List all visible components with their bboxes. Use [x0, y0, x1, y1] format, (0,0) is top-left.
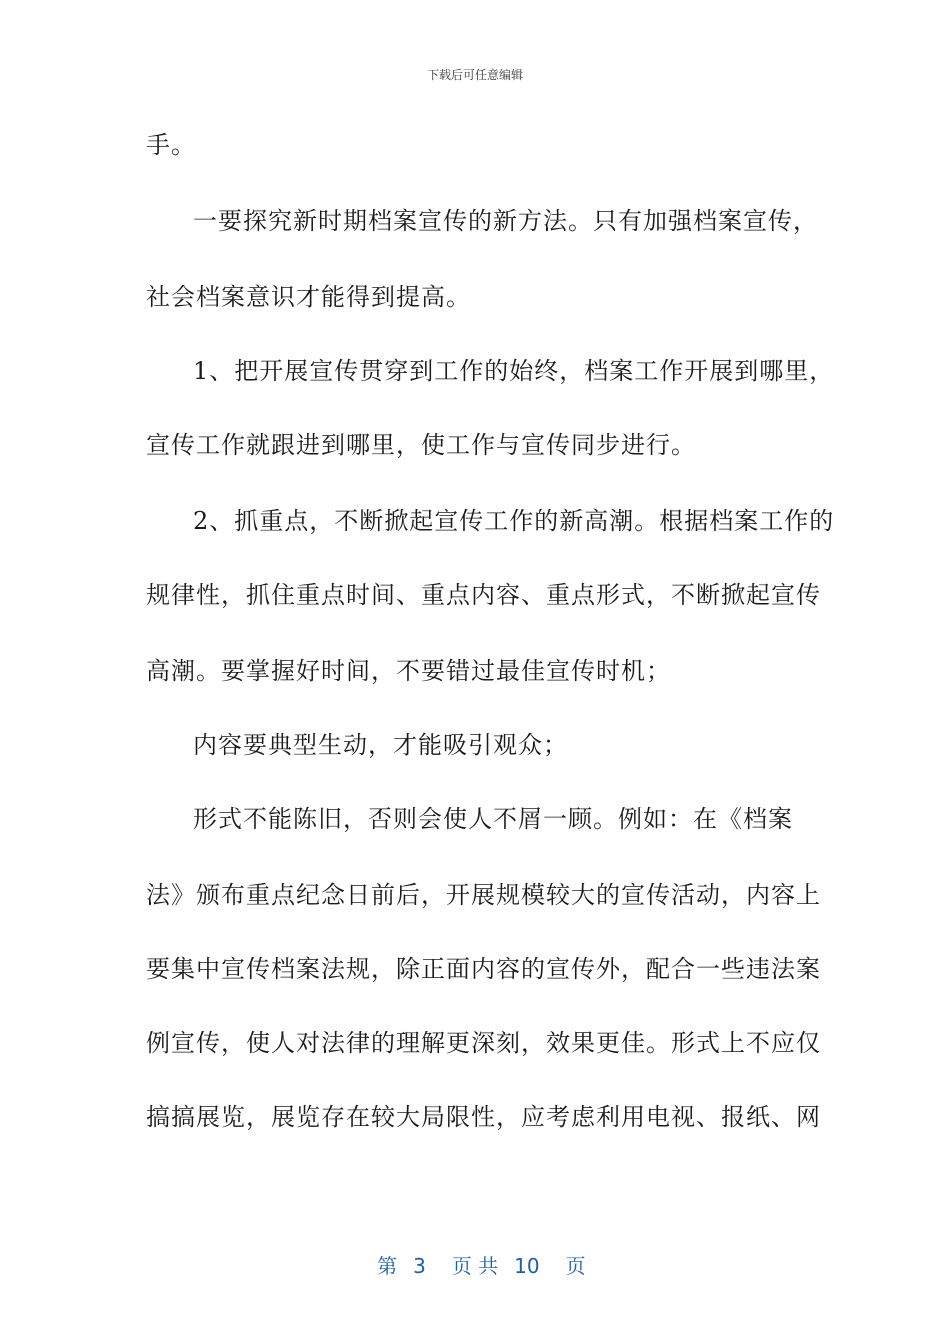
body-line-12: 要集中宣传档案法规，除正面内容的宣传外，配合一些违法案 [146, 955, 821, 983]
footer-prefix: 第 [377, 1254, 398, 1278]
body-line-8: 高潮。要掌握好时间，不要错过最佳宣传时机； [146, 657, 671, 685]
footer-total-pages: 10 [514, 1254, 540, 1278]
footer-current-page: 3 [413, 1254, 426, 1278]
body-line-9: 内容要典型生动，才能吸引观众； [193, 731, 568, 759]
page-number-footer [0, 1226, 950, 1279]
body-line-7: 规律性，抓住重点时间、重点内容、重点形式，不断掀起宣传 [146, 581, 821, 609]
page-header-note: 下载后可任意编辑 [426, 68, 523, 82]
body-line-11: 法》颁布重点纪念日前后，开展规模较大的宣传活动，内容上 [146, 881, 821, 909]
body-line-10: 形式不能陈旧，否则会使人不屑一顾。例如：在《档案 [193, 805, 793, 833]
body-line-6: 2、抓重点，不断掀起宣传工作的新高潮。根据档案工作的 [193, 507, 835, 535]
body-line-5: 宣传工作就跟进到哪里，使工作与宣传同步进行。 [146, 431, 696, 459]
body-line-13: 例宣传，使人对法律的理解更深刻，效果更佳。形式上不应仅 [146, 1029, 821, 1057]
body-line-2: 一要探究新时期档案宣传的新方法。只有加强档案宣传， [193, 207, 818, 235]
body-line-4: 1、把开展宣传贯穿到工作的始终，档案工作开展到哪里， [193, 357, 835, 385]
body-line-1: 手。 [146, 131, 196, 159]
body-line-3: 社会档案意识才能得到提高。 [146, 283, 471, 311]
footer-suffix: 页 [565, 1254, 586, 1278]
footer-middle: 页 共 [451, 1254, 499, 1278]
body-line-14: 搞搞展览，展览存在较大局限性，应考虑利用电视、报纸、网 [146, 1103, 821, 1131]
